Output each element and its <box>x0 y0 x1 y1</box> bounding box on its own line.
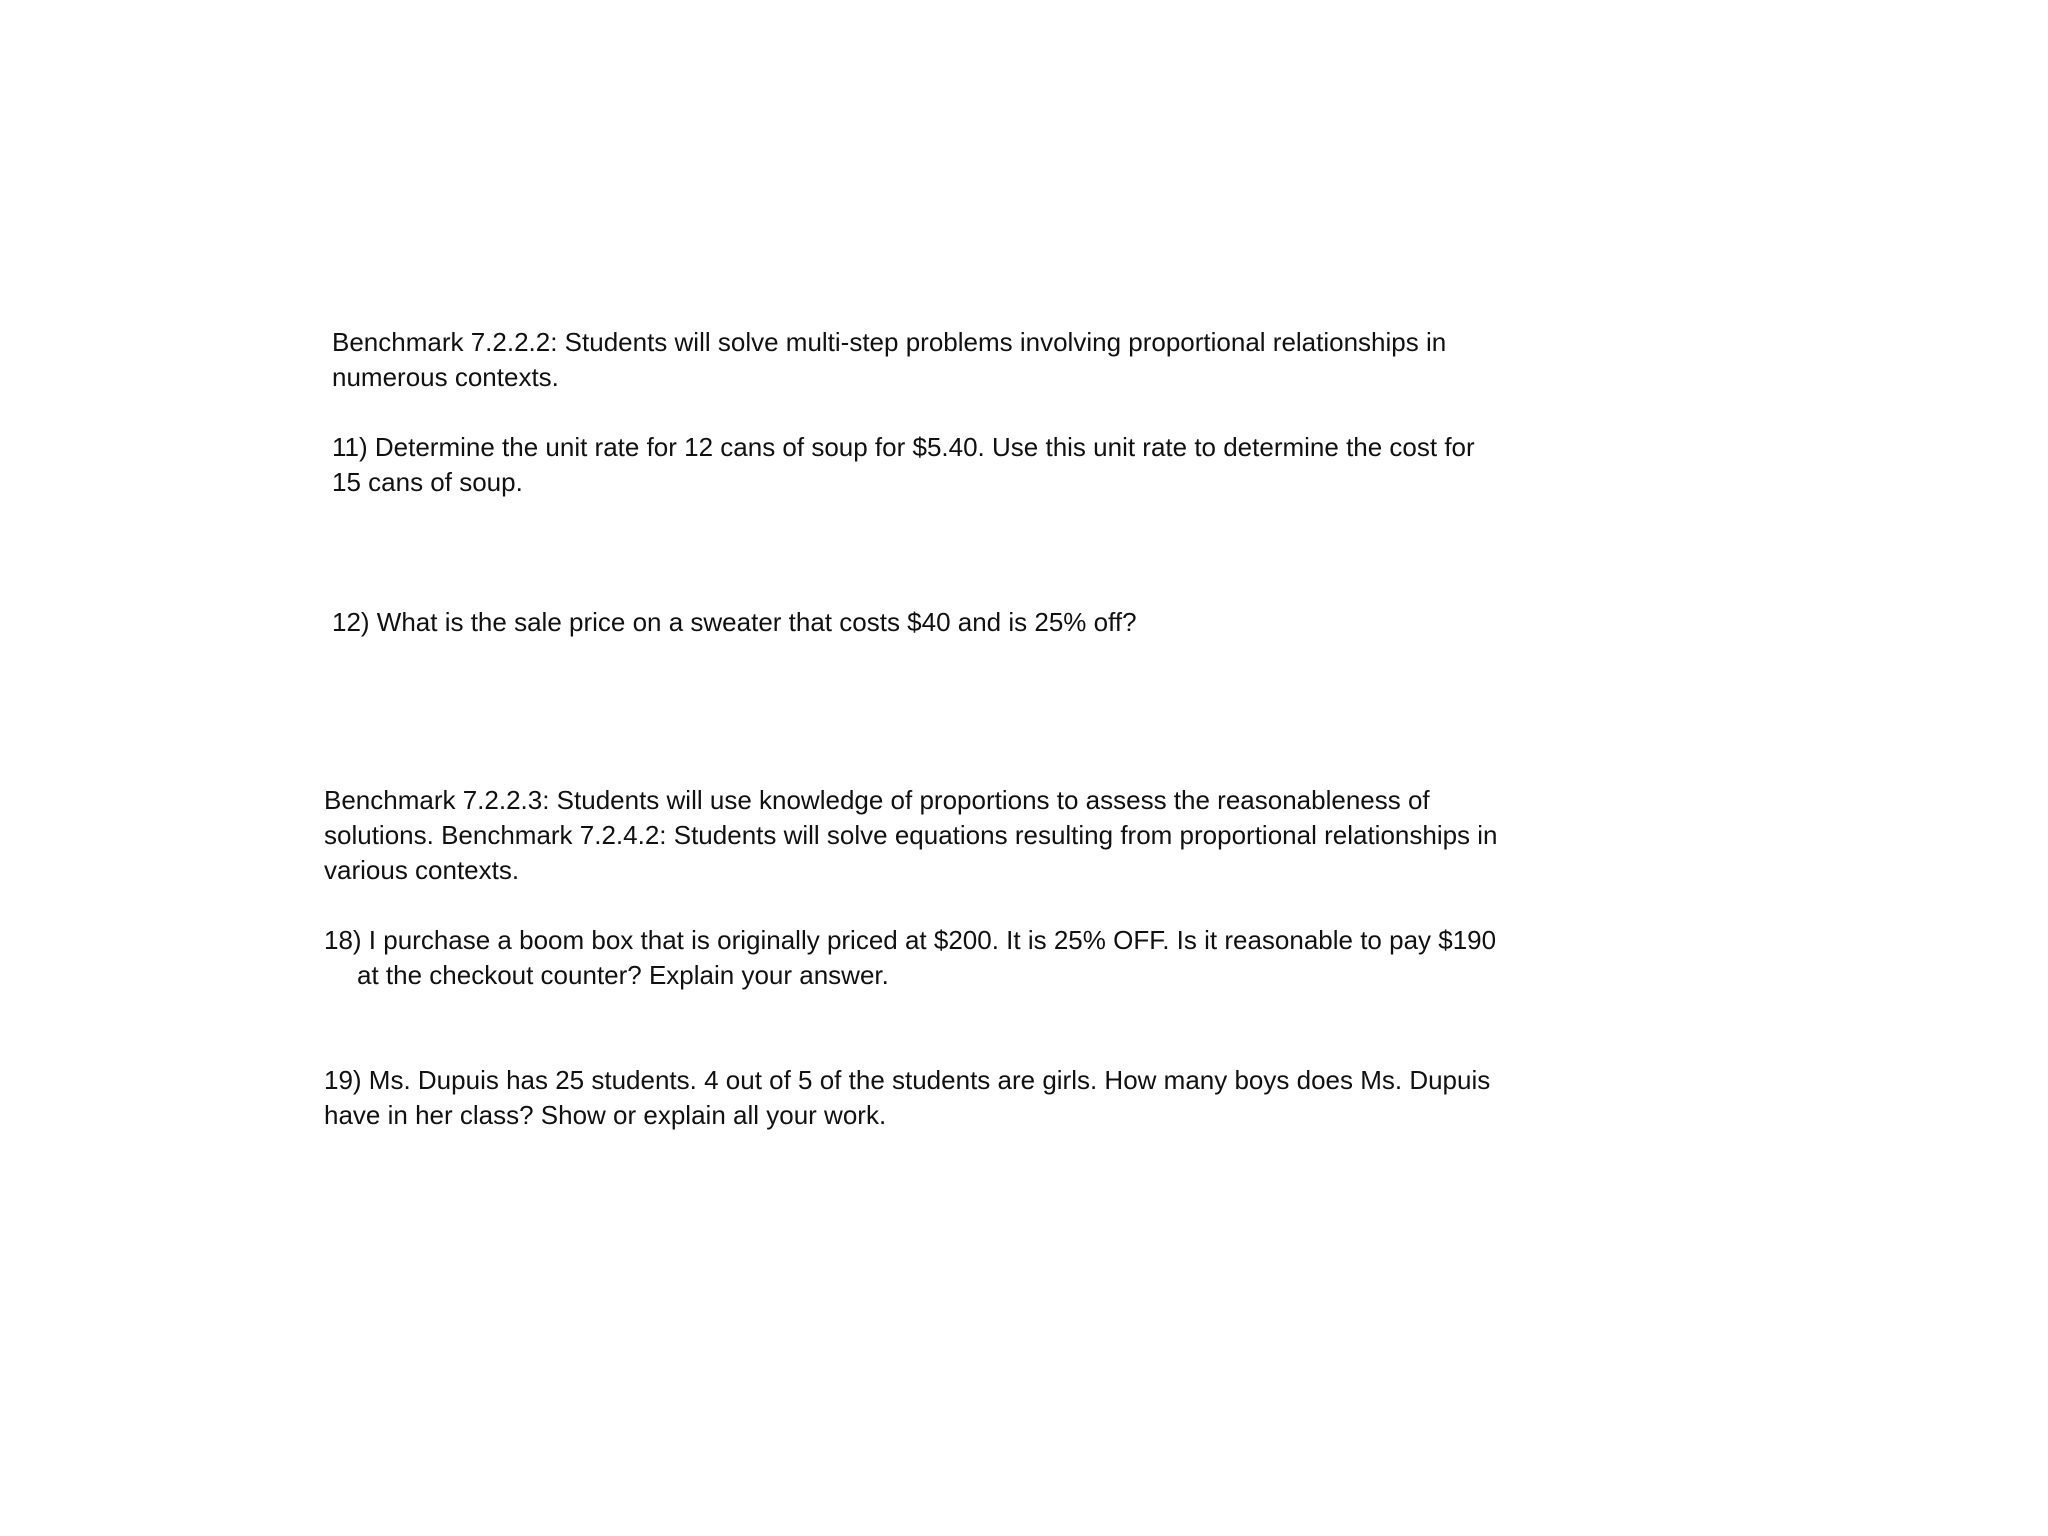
benchmark-line: various contexts. <box>324 855 520 885</box>
question-line: at the checkout counter? Explain your answer. <box>357 960 889 990</box>
question-18 <box>324 923 1496 993</box>
benchmark-7-2-2-3 <box>324 783 1498 888</box>
question-19 <box>324 1063 1490 1133</box>
question-12 <box>332 605 1137 640</box>
question-11 <box>332 430 1475 500</box>
benchmark-line: Benchmark 7.2.2.2: Students will solve multi-step problems involving proportional relationships in <box>332 327 1447 357</box>
question-line: 19) Ms. Dupuis has 25 students. 4 out of 5 of the students are girls. How many boys does Ms. Dupuis <box>324 1065 1491 1095</box>
question-line: have in her class? Show or explain all your work. <box>324 1100 887 1130</box>
question-line: 18) I purchase a boom box that is originally priced at $200. It is 25% OFF. Is it reasonable to pay $190 <box>324 925 1497 955</box>
benchmark-7-2-2-2 <box>332 325 1446 395</box>
question-line: 15 cans of soup. <box>332 467 523 497</box>
benchmark-line: solutions. Benchmark 7.2.4.2: Students will solve equations resulting from proportional relationships in <box>324 820 1498 850</box>
benchmark-line: Benchmark 7.2.2.3: Students will use knowledge of proportions to assess the reasonableness of <box>324 785 1430 815</box>
question-line: 11) Determine the unit rate for 12 cans of soup for $5.40. Use this unit rate to determine the cost for <box>332 432 1475 462</box>
question-line: 12) What is the sale price on a sweater that costs $40 and is 25% off? <box>332 607 1137 637</box>
benchmark-line: numerous contexts. <box>332 362 559 392</box>
